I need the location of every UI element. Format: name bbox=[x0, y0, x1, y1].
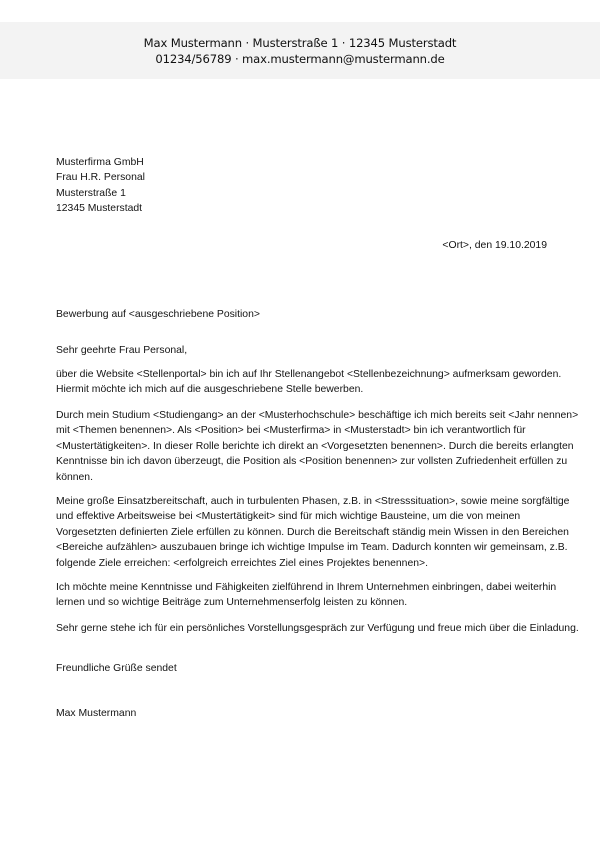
recipient-city: 12345 Musterstadt bbox=[56, 203, 143, 215]
recipient-address bbox=[56, 155, 145, 217]
closing-text: Freundliche Grüße sendet bbox=[56, 663, 177, 674]
salutation-text: Sehr geehrte Frau Personal, bbox=[56, 345, 188, 356]
paragraph-line: Kenntnisse bin ich davon überzeugt, die Position als <Position benennen> zur vollsten Zufriedenheit erfüllen zu bbox=[56, 456, 568, 468]
paragraph-line: Vorgesetzten definierten Ziele erfüllen zu können. Durch die Bereitschaft ständig mein Wissen in den Bereichen bbox=[56, 526, 569, 538]
paragraph-line: Meine große Einsatzbereitschaft, auch in turbulenten Phasen, z.B. in <Stresssituation>, sowie meine sorgfältige bbox=[56, 496, 570, 507]
paragraph-line: folgende Ziele erreichen: <erfolgreich erreichtes Ziel eines Projektes benennen>. bbox=[56, 557, 428, 569]
closing bbox=[56, 661, 177, 676]
salutation bbox=[56, 343, 187, 358]
letterhead bbox=[0, 22, 600, 79]
paragraph-line: können. bbox=[56, 471, 93, 483]
subject-line bbox=[56, 307, 260, 322]
paragraph-line: <Mustertätigkeiten>. In dieser Rolle berichte ich direkt an <Vorgesetzten benennen>. Durch die bereits erlangten bbox=[56, 440, 574, 452]
paragraph-line: mit <Themen benennen>. Als <Position> bei <Musterfirma> in <Musterstadt> bin ich verantwortlich für bbox=[56, 425, 526, 437]
paragraph-line: und effektive Arbeitsweise bei <Mustertätigkeit> sind für mich wichtige Bausteine, um die von meinen bbox=[56, 511, 521, 523]
paragraph-qualifications bbox=[56, 408, 578, 485]
signature bbox=[56, 706, 136, 721]
recipient-company: Musterfirma GmbH bbox=[56, 157, 144, 168]
paragraph-line: Durch mein Studium <Studiengang> an der <Musterhochschule> beschäftige ich mich bereits seit <Jahr nennen> bbox=[56, 410, 579, 421]
paragraph-interview bbox=[56, 621, 579, 636]
paragraph-line: <Bereiche aufzählen> auszubauen bringe ich wichtige Impulse im Team. Dadurch konnten wir gemeinsam, z.B. bbox=[56, 542, 568, 554]
paragraph-line: Sehr gerne stehe ich für ein persönliches Vorstellungsgespräch zur Verfügung und freue mich über die Einladung. bbox=[56, 623, 579, 634]
paragraph-motivation bbox=[56, 580, 556, 611]
paragraph-line: Ich möchte meine Kenntnisse und Fähigkeiten zielführend in Ihrem Unternehmen einbringen, dabei weiterhin bbox=[56, 582, 557, 593]
recipient-street: Musterstraße 1 bbox=[56, 187, 126, 199]
paragraph-line: über die Website <Stellenportal> bin ich auf Ihr Stellenangebot <Stellenbezeichnung> aufmerksam geworden. bbox=[56, 369, 562, 380]
date-line: <Ort>, den 19.10.2019 bbox=[442, 240, 547, 251]
letterhead-address: Max Mustermann · Musterstraße 1 · 12345 Musterstadt bbox=[143, 36, 457, 50]
paragraph-strengths bbox=[56, 494, 569, 571]
paragraph-line: Hiermit möchte ich mich auf die ausgeschriebene Stelle bewerben. bbox=[56, 384, 364, 396]
paragraph-intro bbox=[56, 367, 561, 398]
letterhead-contact: 01234/56789 · max.mustermann@mustermann.de bbox=[155, 52, 445, 66]
recipient-contact: Frau H.R. Personal bbox=[56, 172, 145, 184]
paragraph-line: lernen und so wichtige Beiträge zum Unternehmenserfolg leisten zu können. bbox=[56, 597, 408, 609]
signature-name: Max Mustermann bbox=[56, 708, 137, 719]
subject-text: Bewerbung auf <ausgeschriebene Position> bbox=[56, 309, 260, 320]
